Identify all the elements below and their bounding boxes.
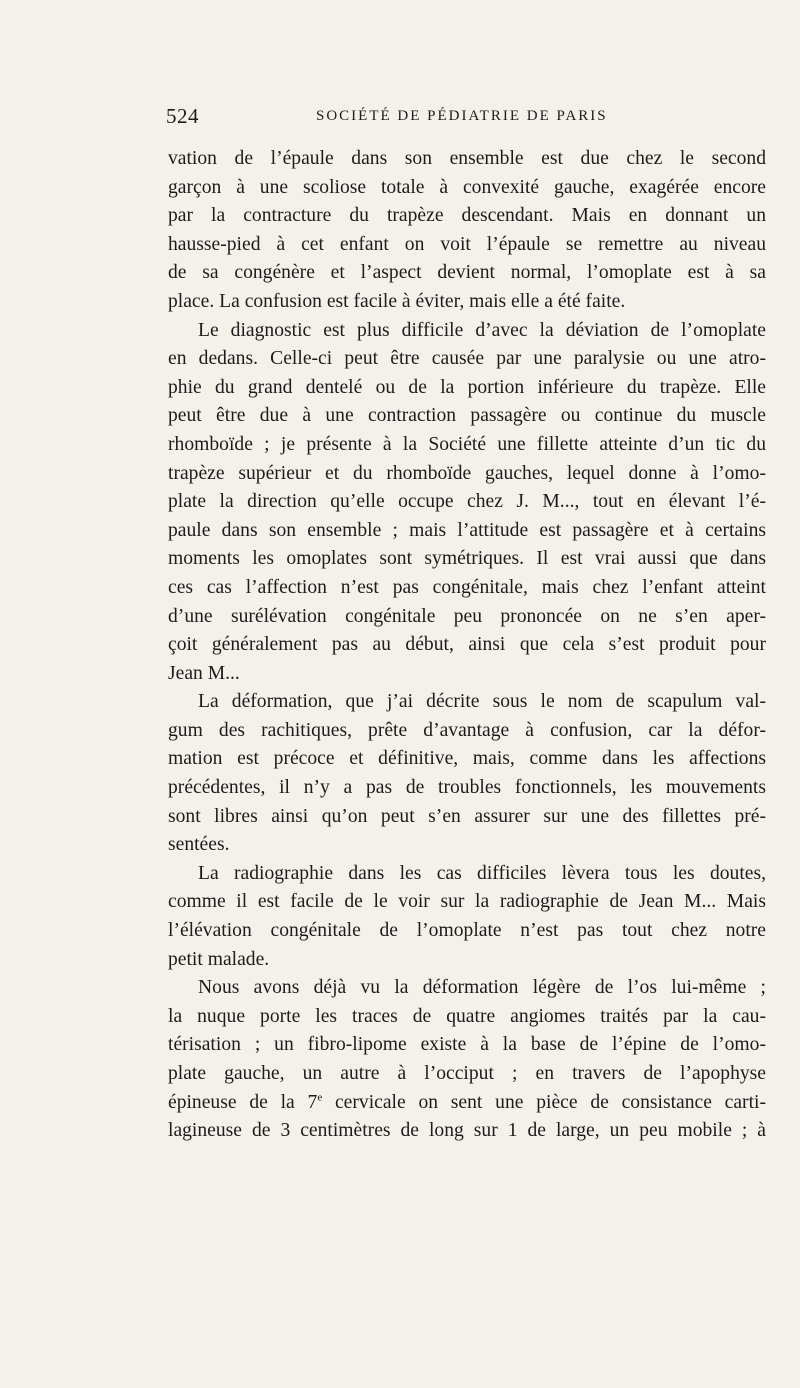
text-line: vation de l’épaule dans son ensemble est due chez le second bbox=[168, 148, 766, 169]
text-line: petit malade. bbox=[168, 948, 270, 970]
text-line: plate la direction qu’elle occupe chez J. M..., tout en élevant l’é- bbox=[168, 491, 766, 513]
text-line: de sa congénère et l’aspect devient normal, l’omoplate est à sa bbox=[168, 262, 766, 284]
text-line: ces cas l’affection n’est pas congénitale, mais chez l’enfant atteint bbox=[168, 576, 766, 598]
paragraph-start-line: La déformation, que j’ai décrite sous le nom de scapulum val- bbox=[198, 691, 766, 713]
text-line: phie du grand dentelé ou de la portion inférieure du trapèze. Elle bbox=[168, 376, 766, 398]
text-line: comme il est facile de le voir sur la radiographie de Jean M... Mais bbox=[168, 891, 766, 913]
text-line: trapèze supérieur et du rhomboïde gauches, lequel donne à l’omo- bbox=[168, 462, 766, 484]
page-header bbox=[166, 104, 786, 134]
text-line: précédentes, il n’y a pas de troubles fonctionnels, les mouvements bbox=[168, 777, 766, 799]
text-line: garçon à une scoliose totale à convexité gauche, exagérée encore bbox=[168, 176, 766, 198]
paragraph-start-line: Nous avons déjà vu la déformation légère de l’os lui-même ; bbox=[198, 977, 766, 999]
text-line: par la contracture du trapèze descendant. Mais en donnant un bbox=[168, 205, 766, 227]
text-line: en dedans. Celle-ci peut être causée par une paralysie ou une atro- bbox=[168, 348, 766, 370]
paragraph-start-line: Le diagnostic est plus difficile d’avec la déviation de l’omoplate bbox=[198, 319, 766, 341]
text-line: moments les omoplates sont symétriques. Il est vrai aussi que dans bbox=[168, 548, 766, 570]
text-line: mation est précoce et définitive, mais, comme dans les affections bbox=[168, 748, 766, 770]
text-line: paule dans son ensemble ; mais l’attitude est passagère et à certains bbox=[168, 519, 766, 541]
text-line: peut être due à une contraction passagère ou continue du muscle bbox=[168, 405, 766, 427]
text-line: térisation ; un fibro-lipome existe à la base de l’épine de l’omo- bbox=[168, 1034, 766, 1056]
text-line: d’une surélévation congénitale peu prononcée on ne s’en aper- bbox=[168, 605, 766, 627]
text-line: rhomboïde ; je présente à la Société une fillette atteinte d’un tic du bbox=[168, 433, 766, 455]
text-line: lagineuse de 3 centimètres de long sur 1 de large, un peu mobile ; à bbox=[168, 1120, 766, 1142]
text-line: sentées. bbox=[168, 834, 230, 856]
running-title: SOCIÉTÉ DE PÉDIATRIE DE PARIS bbox=[316, 108, 608, 124]
text-line: sont libres ainsi qu’on peut s’en assurer sur une des fillettes pré- bbox=[168, 805, 766, 827]
text-line: plate gauche, un autre à l’occiput ; en travers de l’apophyse bbox=[168, 1063, 766, 1084]
text-line: Jean M... bbox=[168, 662, 240, 684]
text-line: place. La confusion est facile à éviter, mais elle a été faite. bbox=[168, 290, 626, 312]
body-text bbox=[168, 145, 766, 1146]
text-fragment: cervicale on sent une pièce de consistance carti- bbox=[322, 1091, 766, 1113]
text-line: gum des rachitiques, prête d’avantage à confusion, car la défor- bbox=[168, 719, 766, 741]
superscript: e bbox=[317, 1091, 323, 1104]
text-fragment: épineuse de la 7 bbox=[168, 1091, 318, 1113]
text-line-with-superscript bbox=[168, 1089, 766, 1118]
paragraph-start-line: La radiographie dans les cas difficiles lèvera tous les doutes, bbox=[198, 862, 766, 884]
page-number: 524 bbox=[166, 104, 199, 128]
text-line: hausse-pied à cet enfant on voit l’épaule se remettre au niveau bbox=[168, 233, 766, 255]
text-line: la nuque porte les traces de quatre angiomes traités par la cau- bbox=[168, 1005, 766, 1027]
text-line: çoit généralement pas au début, ainsi que cela s’est produit pour bbox=[168, 634, 766, 656]
text-line: l’élévation congénitale de l’omoplate n’est pas tout chez notre bbox=[168, 920, 766, 942]
